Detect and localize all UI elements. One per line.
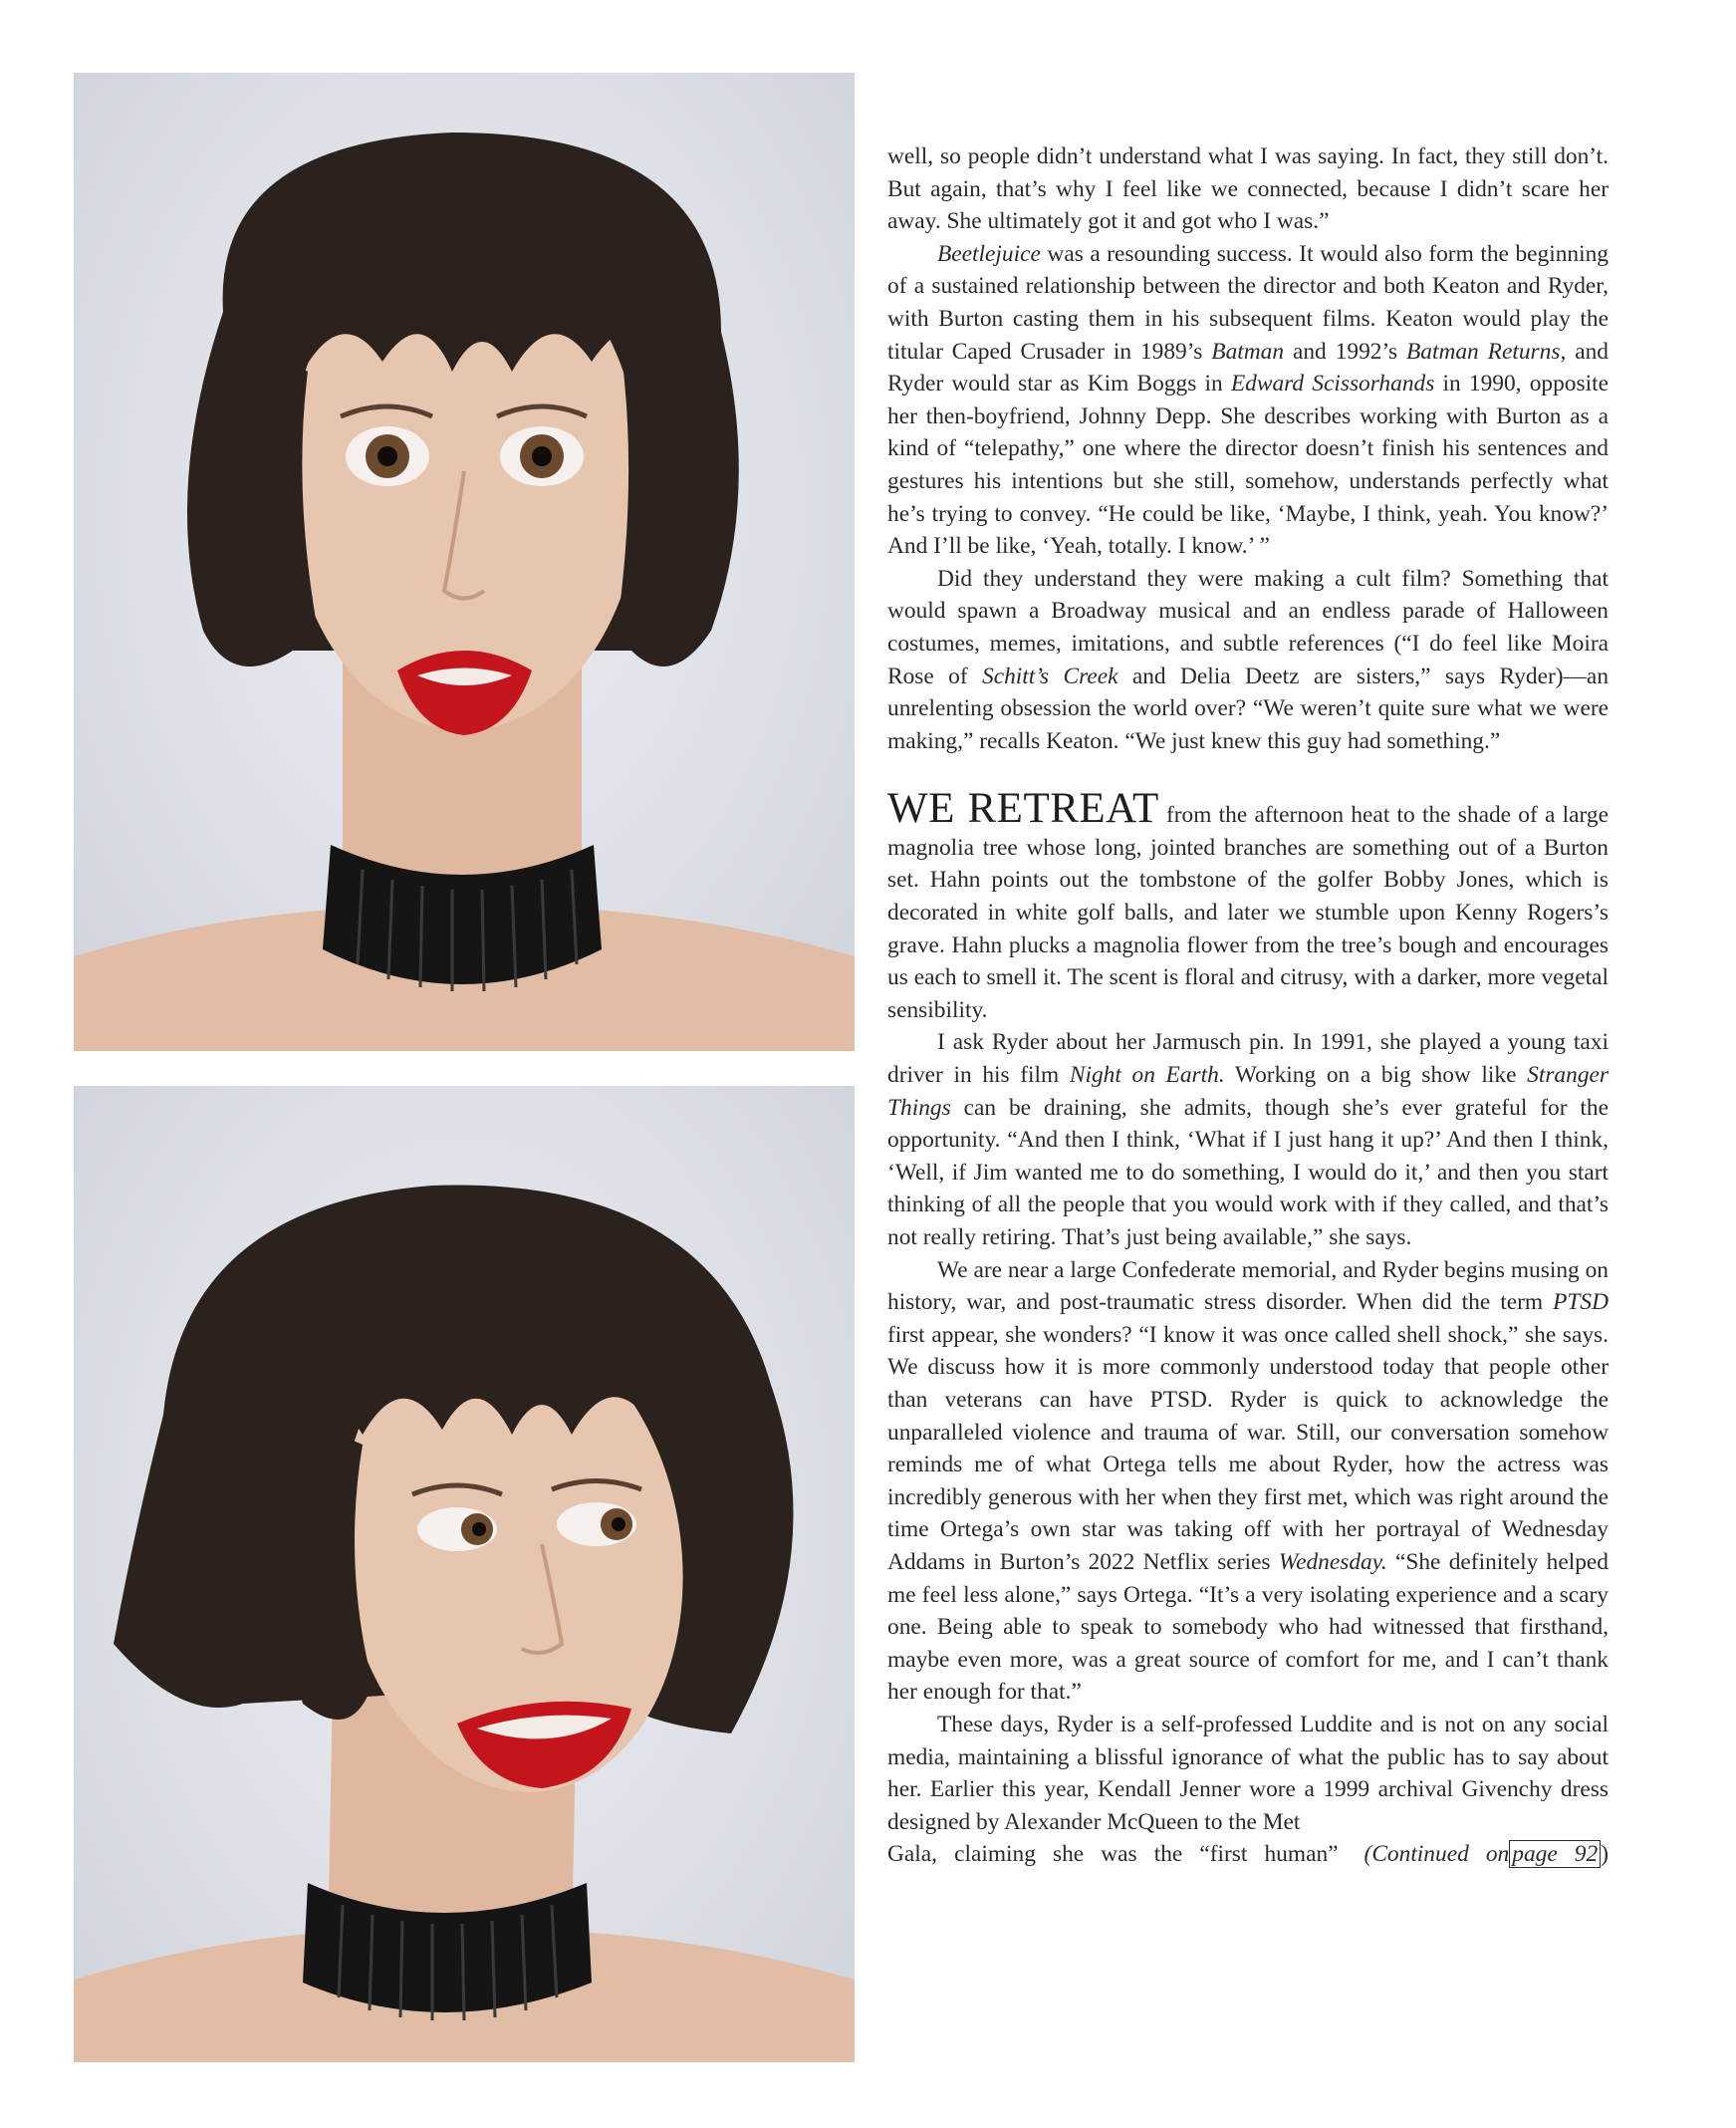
- show-title: Schitt’s Creek: [982, 663, 1118, 689]
- paragraph-2: [887, 238, 1609, 563]
- text-run: and Delia Deetz are sisters,” says Ryder)—an unrelenting obsession the world over? “We weren’t quite sure what we were making,” recalls Keaton. “We just knew this guy had something.”: [887, 663, 1610, 754]
- text-run: These days, Ryder is a self-professed Luddite and is not on any social media, maintaining a blissful ignorance of what the public has to say about her. Earlier this year, Kendall Jenner wore a 1999 archival Givenchy dress designed by Alexander McQueen to the Met: [887, 1711, 1609, 1835]
- film-title: Beetlejuice: [937, 240, 1041, 267]
- paragraph-5: [887, 1026, 1609, 1253]
- continued-on-label: (Continued on: [1364, 1841, 1510, 1868]
- text-run: was a resounding success. It would also form the beginning of a sustained relationship between the director and both Keaton and Ryder, with Burton casting them in his subsequent films. Keaton would play the titular Caped Crusader in 1989’s: [887, 240, 1609, 365]
- paragraph-7: [887, 1709, 1609, 1838]
- film-title: Batman Returns,: [1405, 338, 1567, 365]
- text-run: in 1990, opposite her then-boyfriend, Johnny Depp. She describes working with Burton as a kind of “telepathy,” one where the director doesn’t finish his sentences and gestures his intentions but she still, somehow, understands perfectly what he’s trying to convey. “He could be like, ‘Maybe, I think, yeah. You know?’ And I’ll be like, ‘Yeah, totally. I know.’ ”: [887, 371, 1609, 560]
- show-title: Wednesday.: [1278, 1548, 1387, 1575]
- portrait-photo-top: [74, 73, 855, 1051]
- portrait-illustration-top: [74, 73, 855, 1051]
- term: PTSD: [1553, 1289, 1609, 1316]
- continued-page-link[interactable]: page 92: [1509, 1840, 1601, 1868]
- text-run: and Ryder would star as Kim Boggs in: [887, 338, 1609, 398]
- paragraph-4-section-start: [887, 787, 1609, 1026]
- text-run: Did they understand they were making a cult film? Something that would spawn a Broadway musical and an endless parade of Halloween costumes, memes, imitations, and subtle references (“I do feel like Moira Rose of: [887, 565, 1609, 689]
- closing-paren: ): [1601, 1841, 1609, 1868]
- film-title: Batman: [1211, 338, 1285, 365]
- film-title: Edward Scissorhands: [1230, 371, 1435, 398]
- text-run: “She definitely helped me feel less alone,” says Ortega. “It’s a very isolating experience and a scary one. Being able to speak to somebody who had witnessed that firsthand, maybe even more, was a great source of comfort for me, and I can’t thank her enough for that.”: [887, 1548, 1609, 1706]
- text-run: first appear, she wonders? “I know it was once called shell shock,” she says. We discuss how it is more commonly understood today that people other than veterans can have PTSD. Ryder is quick to acknowledge the unparalleled violence and trauma of war. Still, our conversation somehow reminds me of what Ortega tells me about Ryder, how the actress was incredibly generous with her when they first met, which was right around the time Ortega’s own star was taking off with her portrayal of Wednesday Addams in Burton’s 2022 Netflix series: [887, 1321, 1609, 1575]
- portrait-illustration-bottom: [74, 1086, 855, 2062]
- paragraph-6: [887, 1254, 1609, 1709]
- text-run: I ask Ryder about her Jarmusch pin. In 1991, she played a young taxi driver in his film: [887, 1029, 1609, 1089]
- article-body: [887, 140, 1609, 1871]
- show-title: Stranger Things: [887, 1062, 1610, 1121]
- text-run: Working on a big show like: [1224, 1062, 1528, 1089]
- text-run: and 1992’s: [1284, 338, 1406, 365]
- text-run: Gala, claiming she was the “first human”: [887, 1841, 1339, 1868]
- film-title: Night on Earth.: [1069, 1062, 1225, 1089]
- text-run: We are near a large Confederate memorial, and Ryder begins musing on history, war, and post-traumatic stress disorder. When did the term: [887, 1256, 1609, 1316]
- paragraph-3: [887, 563, 1609, 758]
- paragraph-1: well, so people didn’t understand what I was saying. In fact, they still don’t. But again, that’s why I feel like we connected, because I didn’t scare her away. She ultimately got it and got who I was.”: [887, 143, 1609, 235]
- portrait-photo-bottom: [74, 1086, 855, 2062]
- text-run: can be draining, she admits, though she’s ever grateful for the opportunity. “And then I think, ‘What if I just hang it up?’ And then I think, ‘Well, if Jim wanted me to do something, I would do it,’ and then you start thinking of all the people that you would work with if they called, and that’s not really retiring. That’s just being available,” she says.: [887, 1094, 1609, 1250]
- section-lead-in: WE RETREAT: [887, 785, 1159, 833]
- paragraph-7-last-line: [887, 1838, 1609, 1871]
- text-run: from the afternoon heat to the shade of a large magnolia tree whose long, jointed branches are something out of a Burton set. Hahn points out the tombstone of the golfer Bobby Jones, which is decorated in white golf balls, and later we stumble upon Kenny Rogers’s grave. Hahn plucks a magnolia flower from the tree’s bough and encourages us each to smell it. The scent is floral and citrusy, with a darker, more vegetal sensibility.: [887, 802, 1609, 1023]
